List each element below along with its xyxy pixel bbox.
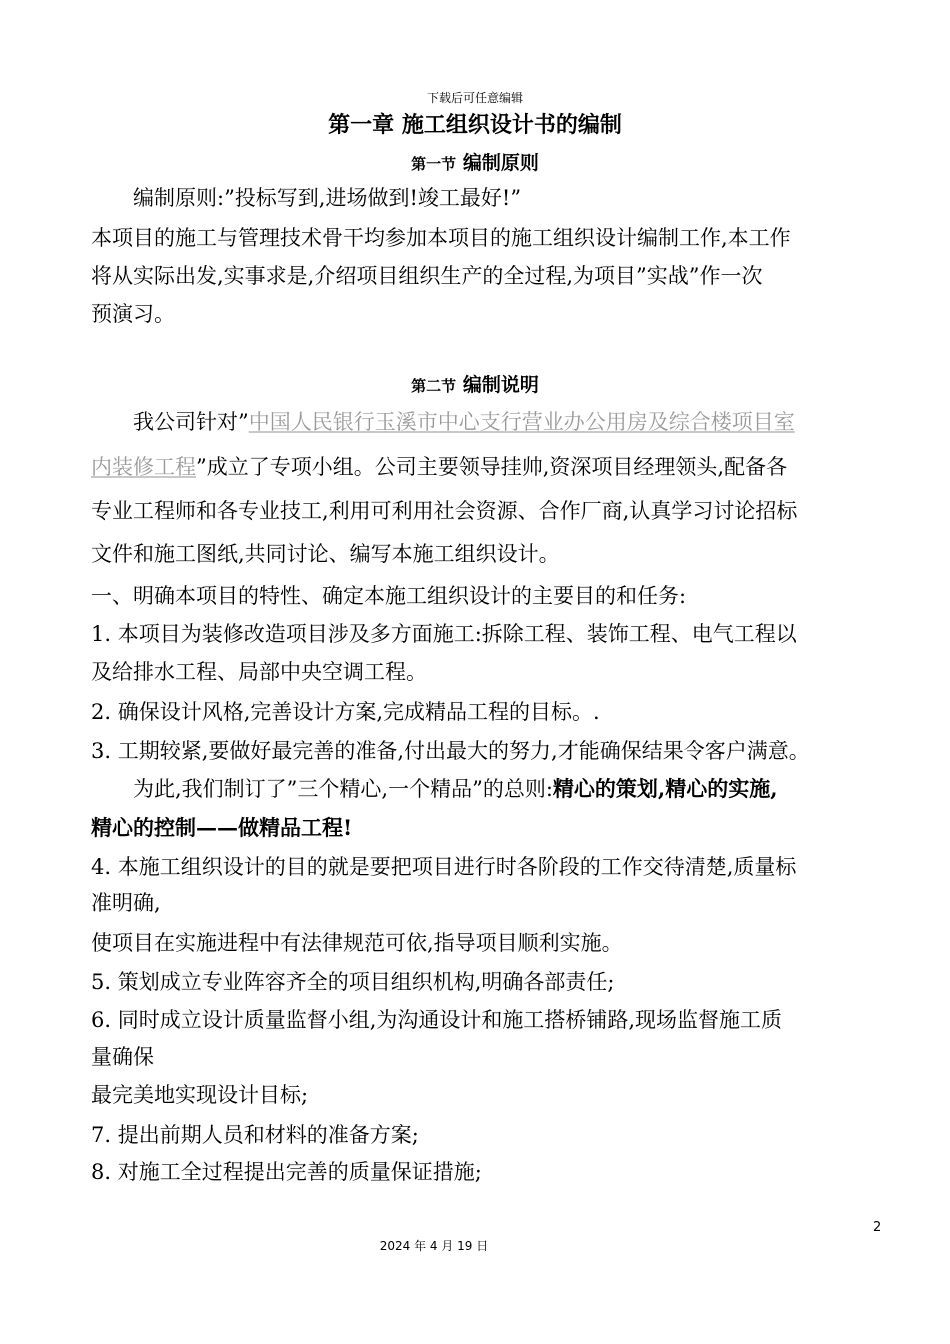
paragraph-line: 本项目的施工与管理技术骨干均参加本项目的施工组织设计编制工作,本工作 (91, 226, 791, 250)
section-1-number: 第一节 (411, 155, 457, 173)
list-item: 6. 同时成立设计质量监督小组,为沟通设计和施工搭桥铺路,现场监督施工质 (91, 1008, 783, 1032)
list-item: 7. 提出前期人员和材料的准备方案; (91, 1123, 419, 1147)
footer-date: 2024 年 4 月 19 日 (379, 1239, 489, 1253)
list-item-continuation: 准明确, (91, 891, 161, 915)
heading-line: 一、明确本项目的特性、确定本施工组织设计的主要目的和任务: (91, 584, 687, 608)
text-span: 我公司针对” (133, 410, 249, 434)
list-item: 8. 对施工全过程提出完善的质量保证措施; (91, 1160, 482, 1184)
project-name-link[interactable]: 内装修工程 (91, 455, 196, 479)
paragraph-line: 文件和施工图纸,共同讨论、编写本施工组织设计。 (91, 542, 560, 566)
list-item: 3. 工期较紧,要做好最完善的准备,付出最大的努力,才能确保结果令客户满意。 (91, 739, 810, 763)
list-item-continuation: 最完美地实现设计目标; (91, 1083, 309, 1107)
list-item: 1. 本项目为装修改造项目涉及多方面施工:拆除工程、装饰工程、电气工程以 (91, 622, 797, 646)
list-item-continuation: 及给排水工程、局部中央空调工程。 (91, 660, 427, 684)
page-number: 2 (873, 1220, 882, 1235)
section-1-title (0, 148, 950, 175)
list-item: 2. 确保设计风格,完善设计方案,完成精品工程的目标。. (91, 700, 600, 724)
paragraph-line: 专业工程师和各专业技工,利用可利用社会资源、合作厂商,认真学习讨论招标 (91, 499, 798, 523)
text-span: ”成立了专项小组。公司主要领导挂帅,资深项目经理领头,配备各 (196, 455, 788, 479)
motto-bold: 精心的策划,精心的实施, (552, 776, 778, 801)
section-1-name: 编制原则 (462, 152, 539, 174)
section-2-number: 第二节 (411, 377, 457, 395)
paragraph-line (133, 407, 933, 437)
motto-line (133, 774, 933, 804)
principle-line: 编制原则:”投标写到,进场做到!竣工最好!” (133, 186, 522, 210)
text-span: 为此,我们制订了”三个精心,一个精品”的总则: (133, 777, 553, 801)
project-name-link[interactable]: 中国人民银行玉溪市中心支行营业办公用房及综合楼项目室 (248, 410, 795, 434)
paragraph-line: 将从实际出发,实事求是,介绍项目组织生产的全过程,为项目”实战”作一次 (91, 264, 763, 288)
header-note: 下载后可任意编辑 (426, 91, 523, 105)
paragraph-line (91, 452, 891, 482)
chapter-title: 第一章 施工组织设计书的编制 (328, 113, 622, 138)
motto-line: 精心的控制——做精品工程! (91, 815, 353, 840)
paragraph-line: 预演习。 (91, 302, 175, 326)
list-item-continuation: 使项目在实施进程中有法律规范可依,指导项目顺利实施。 (91, 931, 623, 955)
list-item-continuation: 量确保 (91, 1045, 154, 1069)
list-item: 4. 本施工组织设计的目的就是要把项目进行时各阶段的工作交待清楚,质量标 (91, 855, 797, 879)
section-2-name: 编制说明 (462, 374, 539, 396)
list-item: 5. 策划成立专业阵容齐全的项目组织机构,明确各部责任; (91, 970, 615, 994)
section-2-title (0, 370, 950, 397)
